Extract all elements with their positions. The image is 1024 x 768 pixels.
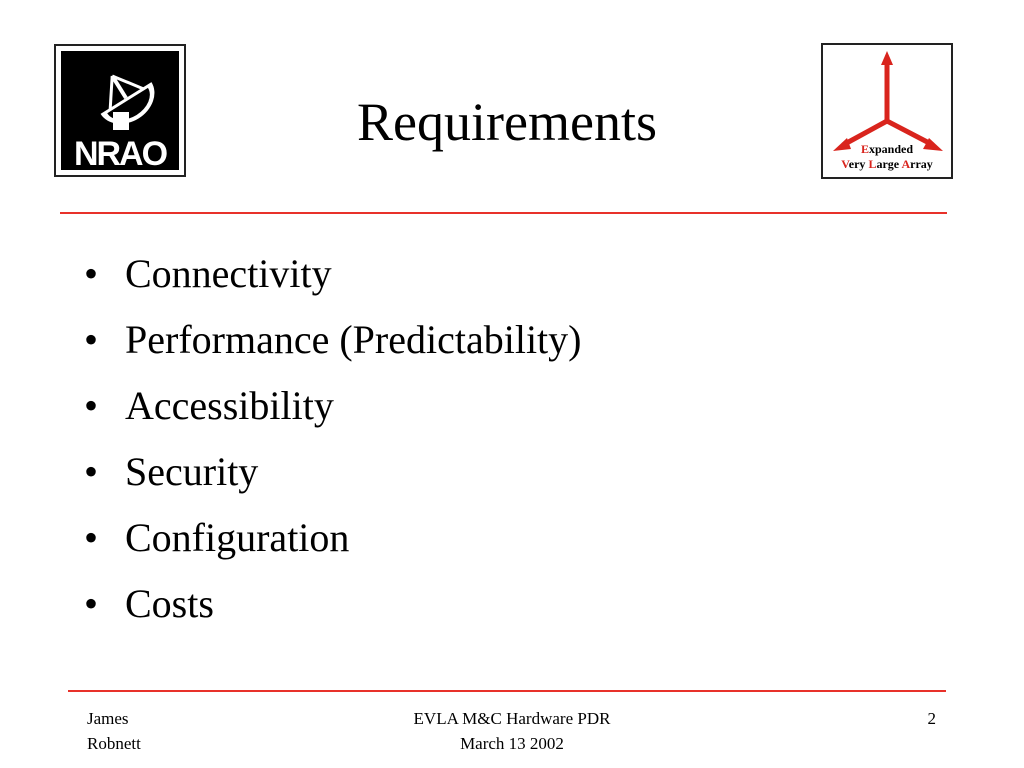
title-divider — [60, 212, 947, 214]
bullet-list — [84, 241, 581, 637]
bullet-text: Performance (Predictability) — [125, 317, 582, 362]
bullet-text: Security — [125, 449, 259, 494]
svg-text:Very Large Array: Very Large Array — [841, 157, 933, 171]
bullet-item — [84, 307, 581, 373]
bullet-dot: • — [84, 383, 99, 428]
bullet-dot: • — [84, 317, 99, 362]
bullet-item — [84, 439, 581, 505]
svg-text:Expanded — [861, 142, 913, 156]
bullet-text: Costs — [125, 581, 214, 626]
bullet-item — [84, 571, 581, 637]
bullet-dot: • — [84, 515, 99, 560]
bullet-dot: • — [84, 251, 99, 296]
bullet-text: Accessibility — [125, 383, 334, 428]
bullet-dot: • — [84, 449, 99, 494]
slide-title: Requirements — [357, 92, 657, 152]
bullet-dot: • — [84, 581, 99, 626]
footer-author — [87, 706, 141, 756]
nrao-logo-text: NRAO — [73, 135, 167, 173]
bullet-item — [84, 241, 581, 307]
footer-event-title: EVLA M&C Hardware PDR — [413, 709, 611, 728]
evla-logo-expanded: xpanded — [868, 142, 914, 156]
footer-divider — [68, 690, 946, 692]
evla-logo-e: E — [860, 142, 869, 156]
footer-author-first: James — [87, 709, 129, 728]
footer-event — [362, 706, 662, 756]
footer-author-last: Robnett — [87, 734, 141, 753]
bullet-item — [84, 373, 581, 439]
bullet-text: Connectivity — [125, 251, 332, 296]
three-arrow-array-icon — [823, 45, 951, 177]
footer-event-date: March 13 2002 — [460, 734, 564, 753]
bullet-item — [84, 505, 581, 571]
bullet-text: Configuration — [125, 515, 350, 560]
page-number: 2 — [927, 709, 936, 728]
evla-logo — [821, 43, 953, 179]
